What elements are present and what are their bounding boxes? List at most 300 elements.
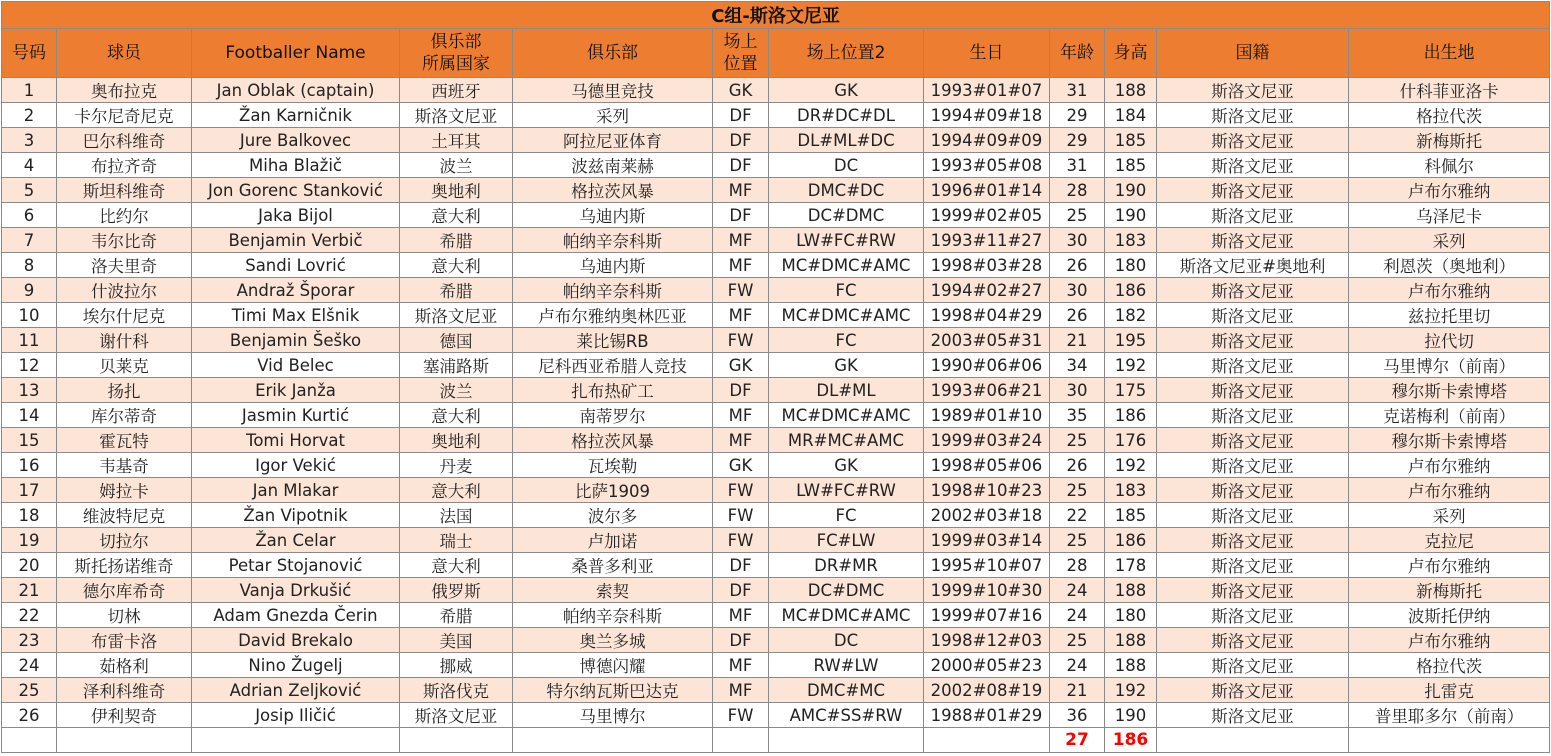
cell-player-cn[interactable]: 埃尔什尼克 (57, 303, 192, 328)
cell-player-cn[interactable]: 比约尔 (57, 203, 192, 228)
cell-nationality[interactable]: 斯洛文尼亚 (1157, 603, 1349, 628)
cell-player-cn[interactable]: 伊利契奇 (57, 703, 192, 728)
cell-age[interactable]: 35 (1050, 403, 1105, 428)
cell-nationality[interactable]: 斯洛文尼亚 (1157, 203, 1349, 228)
cell-height[interactable]: 188 (1105, 653, 1157, 678)
cell-club-country[interactable]: 希腊 (400, 278, 513, 303)
cell-player-cn[interactable]: 维波特尼克 (57, 503, 192, 528)
cell-height[interactable]: 176 (1105, 428, 1157, 453)
cell-club[interactable]: 索契 (513, 578, 713, 603)
cell-height[interactable]: 186 (1105, 403, 1157, 428)
cell-position[interactable]: GK (713, 453, 769, 478)
cell-footballer-name[interactable]: Jan Mlakar (192, 478, 400, 503)
cell-age[interactable]: 29 (1050, 103, 1105, 128)
cell-birthday[interactable]: 1999#02#05 (924, 203, 1050, 228)
cell-birthday[interactable]: 2002#03#18 (924, 503, 1050, 528)
cell-age[interactable]: 26 (1050, 303, 1105, 328)
cell-nationality[interactable]: 斯洛文尼亚#奥地利 (1157, 253, 1349, 278)
cell-club-country[interactable]: 希腊 (400, 228, 513, 253)
cell-number[interactable]: 6 (2, 203, 57, 228)
cell-birthplace[interactable]: 采列 (1349, 503, 1550, 528)
cell-position2[interactable]: MR#MC#AMC (769, 428, 924, 453)
cell-number[interactable]: 9 (2, 278, 57, 303)
cell-nationality[interactable]: 斯洛文尼亚 (1157, 278, 1349, 303)
cell-footballer-name[interactable]: Vid Belec (192, 353, 400, 378)
cell-footballer-name[interactable]: David Brekalo (192, 628, 400, 653)
cell-position[interactable]: FW (713, 278, 769, 303)
cell-birthplace[interactable]: 卢布尔雅纳 (1349, 478, 1550, 503)
cell-age[interactable]: 24 (1050, 603, 1105, 628)
cell-height[interactable]: 180 (1105, 603, 1157, 628)
cell-player-cn[interactable]: 巴尔科维奇 (57, 128, 192, 153)
cell-birthday[interactable]: 1993#06#21 (924, 378, 1050, 403)
cell-number[interactable]: 7 (2, 228, 57, 253)
cell-club-country[interactable]: 斯洛文尼亚 (400, 703, 513, 728)
cell-club[interactable]: 莱比锡RB (513, 328, 713, 353)
cell-number[interactable]: 12 (2, 353, 57, 378)
cell-height[interactable]: 186 (1105, 278, 1157, 303)
cell-position2[interactable]: DR#DC#DL (769, 103, 924, 128)
cell-birthday[interactable]: 1998#03#28 (924, 253, 1050, 278)
cell-birthplace[interactable]: 格拉代茨 (1349, 653, 1550, 678)
cell-birthplace[interactable]: 克诺梅利（前南） (1349, 403, 1550, 428)
cell-player-cn[interactable]: 姆拉卡 (57, 478, 192, 503)
cell-number[interactable]: 10 (2, 303, 57, 328)
cell-number[interactable]: 22 (2, 603, 57, 628)
cell-birthplace[interactable]: 卢布尔雅纳 (1349, 553, 1550, 578)
cell-age[interactable]: 34 (1050, 353, 1105, 378)
cell-position[interactable]: DF (713, 153, 769, 178)
cell-position[interactable]: MF (713, 403, 769, 428)
col-header-height[interactable]: 身高 (1105, 29, 1157, 78)
cell-number[interactable]: 21 (2, 578, 57, 603)
cell-number[interactable]: 8 (2, 253, 57, 278)
cell-club[interactable]: 尼科西亚希腊人竞技 (513, 353, 713, 378)
cell-club[interactable]: 采列 (513, 103, 713, 128)
col-header-nationality[interactable]: 国籍 (1157, 29, 1349, 78)
cell-age[interactable]: 30 (1050, 378, 1105, 403)
cell-position[interactable]: MF (713, 303, 769, 328)
cell-position2[interactable]: DMC#DC (769, 178, 924, 203)
cell-footballer-name[interactable]: Jan Oblak (captain) (192, 78, 400, 103)
col-header-birthplace[interactable]: 出生地 (1349, 29, 1550, 78)
cell-height[interactable]: 195 (1105, 328, 1157, 353)
cell-birthday[interactable]: 1994#09#09 (924, 128, 1050, 153)
cell-height[interactable]: 192 (1105, 453, 1157, 478)
cell-height[interactable]: 178 (1105, 553, 1157, 578)
cell-birthday[interactable]: 1989#01#10 (924, 403, 1050, 428)
cell-height[interactable]: 185 (1105, 153, 1157, 178)
cell-height[interactable]: 192 (1105, 678, 1157, 703)
cell-nationality[interactable]: 斯洛文尼亚 (1157, 153, 1349, 178)
cell-birthday[interactable]: 1996#01#14 (924, 178, 1050, 203)
cell-birthday[interactable]: 1994#09#18 (924, 103, 1050, 128)
cell-height[interactable]: 188 (1105, 578, 1157, 603)
cell-position2[interactable]: DC (769, 628, 924, 653)
cell-position2[interactable]: RW#LW (769, 653, 924, 678)
empty-cell[interactable] (57, 728, 192, 753)
cell-club[interactable]: 卢加诺 (513, 528, 713, 553)
empty-cell[interactable] (192, 728, 400, 753)
cell-position[interactable]: DF (713, 578, 769, 603)
empty-cell[interactable] (2, 728, 57, 753)
cell-position2[interactable]: MC#DMC#AMC (769, 303, 924, 328)
cell-age[interactable]: 25 (1050, 628, 1105, 653)
cell-footballer-name[interactable]: Erik Janža (192, 378, 400, 403)
cell-nationality[interactable]: 斯洛文尼亚 (1157, 678, 1349, 703)
cell-player-cn[interactable]: 布拉齐奇 (57, 153, 192, 178)
cell-birthplace[interactable]: 新梅斯托 (1349, 128, 1550, 153)
cell-club[interactable]: 波兹南莱赫 (513, 153, 713, 178)
empty-cell[interactable] (400, 728, 513, 753)
cell-position2[interactable]: LW#FC#RW (769, 478, 924, 503)
cell-club[interactable]: 南蒂罗尔 (513, 403, 713, 428)
cell-number[interactable]: 18 (2, 503, 57, 528)
cell-height[interactable]: 175 (1105, 378, 1157, 403)
cell-player-cn[interactable]: 切林 (57, 603, 192, 628)
cell-height[interactable]: 186 (1105, 528, 1157, 553)
cell-club-country[interactable]: 挪威 (400, 653, 513, 678)
cell-footballer-name[interactable]: Jasmin Kurtić (192, 403, 400, 428)
cell-footballer-name[interactable]: Josip Iličić (192, 703, 400, 728)
cell-height[interactable]: 183 (1105, 478, 1157, 503)
cell-age[interactable]: 30 (1050, 278, 1105, 303)
cell-position[interactable]: MF (713, 228, 769, 253)
cell-position2[interactable]: DMC#MC (769, 678, 924, 703)
cell-age[interactable]: 25 (1050, 528, 1105, 553)
cell-birthday[interactable]: 1993#05#08 (924, 153, 1050, 178)
cell-player-cn[interactable]: 贝莱克 (57, 353, 192, 378)
col-header-birthday[interactable]: 生日 (924, 29, 1050, 78)
cell-position2[interactable]: DL#ML#DC (769, 128, 924, 153)
col-header-position[interactable]: 场上 位置 (713, 29, 769, 78)
col-header-number[interactable]: 号码 (2, 29, 57, 78)
cell-birthday[interactable]: 1998#12#03 (924, 628, 1050, 653)
cell-birthplace[interactable]: 格拉代茨 (1349, 103, 1550, 128)
cell-position[interactable]: MF (713, 603, 769, 628)
cell-club[interactable]: 帕纳辛奈科斯 (513, 228, 713, 253)
cell-footballer-name[interactable]: Petar Stojanović (192, 553, 400, 578)
cell-club-country[interactable]: 塞浦路斯 (400, 353, 513, 378)
cell-number[interactable]: 16 (2, 453, 57, 478)
cell-number[interactable]: 3 (2, 128, 57, 153)
cell-club-country[interactable]: 意大利 (400, 203, 513, 228)
cell-position[interactable]: DF (713, 378, 769, 403)
cell-position[interactable]: DF (713, 103, 769, 128)
cell-nationality[interactable]: 斯洛文尼亚 (1157, 228, 1349, 253)
cell-height[interactable]: 190 (1105, 178, 1157, 203)
cell-birthplace[interactable]: 什科菲亚洛卡 (1349, 78, 1550, 103)
cell-position[interactable]: DF (713, 553, 769, 578)
cell-birthplace[interactable]: 卢布尔雅纳 (1349, 278, 1550, 303)
cell-position[interactable]: FW (713, 328, 769, 353)
cell-position2[interactable]: FC (769, 278, 924, 303)
cell-club-country[interactable]: 意大利 (400, 253, 513, 278)
cell-position[interactable]: MF (713, 428, 769, 453)
cell-number[interactable]: 2 (2, 103, 57, 128)
cell-height[interactable]: 190 (1105, 703, 1157, 728)
cell-age[interactable]: 25 (1050, 428, 1105, 453)
cell-club-country[interactable]: 意大利 (400, 478, 513, 503)
cell-club[interactable]: 比萨1909 (513, 478, 713, 503)
cell-player-cn[interactable]: 霍瓦特 (57, 428, 192, 453)
cell-footballer-name[interactable]: Žan Celar (192, 528, 400, 553)
cell-club-country[interactable]: 丹麦 (400, 453, 513, 478)
cell-position2[interactable]: GK (769, 453, 924, 478)
cell-footballer-name[interactable]: Tomi Horvat (192, 428, 400, 453)
cell-height[interactable]: 192 (1105, 353, 1157, 378)
cell-height[interactable]: 180 (1105, 253, 1157, 278)
cell-birthday[interactable]: 1999#10#30 (924, 578, 1050, 603)
cell-position[interactable]: MF (713, 678, 769, 703)
cell-number[interactable]: 5 (2, 178, 57, 203)
cell-player-cn[interactable]: 布雷卡洛 (57, 628, 192, 653)
cell-age[interactable]: 26 (1050, 253, 1105, 278)
cell-number[interactable]: 17 (2, 478, 57, 503)
cell-position[interactable]: FW (713, 503, 769, 528)
cell-player-cn[interactable]: 泽利科维奇 (57, 678, 192, 703)
empty-cell[interactable] (713, 728, 769, 753)
cell-birthday[interactable]: 1999#03#24 (924, 428, 1050, 453)
cell-number[interactable]: 11 (2, 328, 57, 353)
cell-position[interactable]: DF (713, 203, 769, 228)
cell-club[interactable]: 乌迪内斯 (513, 203, 713, 228)
cell-birthday[interactable]: 1995#10#07 (924, 553, 1050, 578)
cell-birthplace[interactable]: 采列 (1349, 228, 1550, 253)
cell-number[interactable]: 26 (2, 703, 57, 728)
col-header-position2[interactable]: 场上位置2 (769, 29, 924, 78)
cell-age[interactable]: 21 (1050, 328, 1105, 353)
cell-height[interactable]: 184 (1105, 103, 1157, 128)
cell-club-country[interactable]: 意大利 (400, 553, 513, 578)
cell-position[interactable]: MF (713, 253, 769, 278)
cell-nationality[interactable]: 斯洛文尼亚 (1157, 528, 1349, 553)
cell-club[interactable]: 帕纳辛奈科斯 (513, 603, 713, 628)
cell-club-country[interactable]: 斯洛文尼亚 (400, 103, 513, 128)
cell-player-cn[interactable]: 谢什科 (57, 328, 192, 353)
cell-age[interactable]: 21 (1050, 678, 1105, 703)
cell-player-cn[interactable]: 卡尔尼奇尼克 (57, 103, 192, 128)
cell-position2[interactable]: MC#DMC#AMC (769, 603, 924, 628)
cell-club[interactable]: 阿拉尼亚体育 (513, 128, 713, 153)
cell-height[interactable]: 185 (1105, 128, 1157, 153)
cell-club[interactable]: 帕纳辛奈科斯 (513, 278, 713, 303)
cell-birthplace[interactable]: 拉代切 (1349, 328, 1550, 353)
cell-age[interactable]: 25 (1050, 478, 1105, 503)
cell-position[interactable]: MF (713, 178, 769, 203)
cell-club[interactable]: 扎布热矿工 (513, 378, 713, 403)
cell-age[interactable]: 28 (1050, 553, 1105, 578)
cell-footballer-name[interactable]: Benjamin Šeško (192, 328, 400, 353)
cell-footballer-name[interactable]: Jon Gorenc Stanković (192, 178, 400, 203)
cell-club[interactable]: 奥兰多城 (513, 628, 713, 653)
cell-number[interactable]: 15 (2, 428, 57, 453)
cell-nationality[interactable]: 斯洛文尼亚 (1157, 178, 1349, 203)
cell-birthplace[interactable]: 马里博尔（前南） (1349, 353, 1550, 378)
cell-birthplace[interactable]: 新梅斯托 (1349, 578, 1550, 603)
cell-position2[interactable]: DR#MR (769, 553, 924, 578)
cell-birthplace[interactable]: 波斯托伊纳 (1349, 603, 1550, 628)
cell-footballer-name[interactable]: Žan Karničnik (192, 103, 400, 128)
cell-birthplace[interactable]: 科佩尔 (1349, 153, 1550, 178)
cell-birthday[interactable]: 1998#10#23 (924, 478, 1050, 503)
cell-footballer-name[interactable]: Miha Blažič (192, 153, 400, 178)
cell-club-country[interactable]: 美国 (400, 628, 513, 653)
cell-height[interactable]: 183 (1105, 228, 1157, 253)
col-header-player-cn[interactable]: 球员 (57, 29, 192, 78)
cell-nationality[interactable]: 斯洛文尼亚 (1157, 553, 1349, 578)
cell-nationality[interactable]: 斯洛文尼亚 (1157, 128, 1349, 153)
cell-nationality[interactable]: 斯洛文尼亚 (1157, 328, 1349, 353)
cell-player-cn[interactable]: 洛夫里奇 (57, 253, 192, 278)
cell-nationality[interactable]: 斯洛文尼亚 (1157, 103, 1349, 128)
cell-birthday[interactable]: 1998#05#06 (924, 453, 1050, 478)
cell-height[interactable]: 188 (1105, 78, 1157, 103)
cell-nationality[interactable]: 斯洛文尼亚 (1157, 403, 1349, 428)
cell-birthplace[interactable]: 穆尔斯卡索博塔 (1349, 378, 1550, 403)
cell-position2[interactable]: AMC#SS#RW (769, 703, 924, 728)
cell-club[interactable]: 桑普多利亚 (513, 553, 713, 578)
cell-player-cn[interactable]: 扬扎 (57, 378, 192, 403)
cell-club-country[interactable]: 奥地利 (400, 428, 513, 453)
empty-cell[interactable] (1349, 728, 1550, 753)
cell-birthday[interactable]: 1993#11#27 (924, 228, 1050, 253)
cell-footballer-name[interactable]: Vanja Drkušić (192, 578, 400, 603)
cell-nationality[interactable]: 斯洛文尼亚 (1157, 503, 1349, 528)
cell-nationality[interactable]: 斯洛文尼亚 (1157, 78, 1349, 103)
cell-nationality[interactable]: 斯洛文尼亚 (1157, 653, 1349, 678)
cell-player-cn[interactable]: 斯托扬诺维奇 (57, 553, 192, 578)
cell-age[interactable]: 29 (1050, 128, 1105, 153)
cell-footballer-name[interactable]: Jure Balkovec (192, 128, 400, 153)
cell-club-country[interactable]: 法国 (400, 503, 513, 528)
sheet-title[interactable]: C组-斯洛文尼亚 (2, 2, 1550, 29)
cell-position2[interactable]: FC (769, 328, 924, 353)
cell-birthday[interactable]: 1999#03#14 (924, 528, 1050, 553)
cell-nationality[interactable]: 斯洛文尼亚 (1157, 628, 1349, 653)
cell-number[interactable]: 24 (2, 653, 57, 678)
cell-birthday[interactable]: 1994#02#27 (924, 278, 1050, 303)
cell-birthplace[interactable]: 扎雷克 (1349, 678, 1550, 703)
cell-number[interactable]: 4 (2, 153, 57, 178)
cell-club[interactable]: 波尔多 (513, 503, 713, 528)
cell-birthplace[interactable]: 穆尔斯卡索博塔 (1349, 428, 1550, 453)
cell-nationality[interactable]: 斯洛文尼亚 (1157, 353, 1349, 378)
cell-footballer-name[interactable]: Igor Vekić (192, 453, 400, 478)
empty-cell[interactable] (924, 728, 1050, 753)
cell-birthplace[interactable]: 卢布尔雅纳 (1349, 628, 1550, 653)
cell-club-country[interactable]: 波兰 (400, 153, 513, 178)
cell-footballer-name[interactable]: Adrian Zeljković (192, 678, 400, 703)
cell-birthday[interactable]: 1993#01#07 (924, 78, 1050, 103)
empty-cell[interactable] (513, 728, 713, 753)
cell-position2[interactable]: GK (769, 78, 924, 103)
cell-player-cn[interactable]: 斯坦科维奇 (57, 178, 192, 203)
cell-position[interactable]: GK (713, 353, 769, 378)
cell-age[interactable]: 28 (1050, 178, 1105, 203)
cell-position[interactable]: FW (713, 703, 769, 728)
cell-age[interactable]: 31 (1050, 153, 1105, 178)
cell-age[interactable]: 30 (1050, 228, 1105, 253)
cell-club[interactable]: 马德里竞技 (513, 78, 713, 103)
cell-footballer-name[interactable]: Žan Vipotnik (192, 503, 400, 528)
cell-birthday[interactable]: 1988#01#29 (924, 703, 1050, 728)
cell-age[interactable]: 24 (1050, 653, 1105, 678)
cell-player-cn[interactable]: 韦基奇 (57, 453, 192, 478)
cell-height[interactable]: 190 (1105, 203, 1157, 228)
empty-cell[interactable] (769, 728, 924, 753)
cell-club[interactable]: 马里博尔 (513, 703, 713, 728)
cell-nationality[interactable]: 斯洛文尼亚 (1157, 478, 1349, 503)
cell-club-country[interactable]: 德国 (400, 328, 513, 353)
cell-footballer-name[interactable]: Andraž Šporar (192, 278, 400, 303)
col-header-age[interactable]: 年龄 (1050, 29, 1105, 78)
cell-footballer-name[interactable]: Nino Žugelj (192, 653, 400, 678)
cell-nationality[interactable]: 斯洛文尼亚 (1157, 453, 1349, 478)
col-header-club[interactable]: 俱乐部 (513, 29, 713, 78)
cell-age[interactable]: 22 (1050, 503, 1105, 528)
cell-position2[interactable]: DL#ML (769, 378, 924, 403)
cell-position2[interactable]: FC#LW (769, 528, 924, 553)
cell-nationality[interactable]: 斯洛文尼亚 (1157, 703, 1349, 728)
cell-number[interactable]: 19 (2, 528, 57, 553)
cell-birthday[interactable]: 1999#07#16 (924, 603, 1050, 628)
cell-club[interactable]: 卢布尔雅纳奥林匹亚 (513, 303, 713, 328)
cell-club-country[interactable]: 希腊 (400, 603, 513, 628)
cell-number[interactable]: 1 (2, 78, 57, 103)
cell-nationality[interactable]: 斯洛文尼亚 (1157, 303, 1349, 328)
cell-position[interactable]: GK (713, 78, 769, 103)
cell-number[interactable]: 25 (2, 678, 57, 703)
cell-player-cn[interactable]: 什波拉尔 (57, 278, 192, 303)
cell-club[interactable]: 格拉茨风暴 (513, 428, 713, 453)
cell-position[interactable]: FW (713, 478, 769, 503)
cell-position[interactable]: DF (713, 128, 769, 153)
cell-number[interactable]: 13 (2, 378, 57, 403)
cell-footballer-name[interactable]: Jaka Bijol (192, 203, 400, 228)
cell-position2[interactable]: LW#FC#RW (769, 228, 924, 253)
cell-birthday[interactable]: 1990#06#06 (924, 353, 1050, 378)
cell-position2[interactable]: DC#DMC (769, 203, 924, 228)
cell-birthplace[interactable]: 卢布尔雅纳 (1349, 453, 1550, 478)
cell-birthplace[interactable]: 兹拉托里切 (1349, 303, 1550, 328)
cell-club-country[interactable]: 西班牙 (400, 78, 513, 103)
cell-position2[interactable]: MC#DMC#AMC (769, 253, 924, 278)
cell-birthday[interactable]: 2000#05#23 (924, 653, 1050, 678)
cell-height[interactable]: 188 (1105, 628, 1157, 653)
cell-player-cn[interactable]: 切拉尔 (57, 528, 192, 553)
cell-nationality[interactable]: 斯洛文尼亚 (1157, 578, 1349, 603)
cell-age[interactable]: 25 (1050, 203, 1105, 228)
cell-age[interactable]: 24 (1050, 578, 1105, 603)
cell-number[interactable]: 14 (2, 403, 57, 428)
cell-birthday[interactable]: 2003#05#31 (924, 328, 1050, 353)
cell-age[interactable]: 36 (1050, 703, 1105, 728)
cell-club-country[interactable]: 瑞士 (400, 528, 513, 553)
col-header-footballer-name[interactable]: Footballer Name (192, 29, 400, 78)
cell-player-cn[interactable]: 德尔库希奇 (57, 578, 192, 603)
cell-club-country[interactable]: 意大利 (400, 403, 513, 428)
empty-cell[interactable] (1157, 728, 1349, 753)
summary-height[interactable]: 186 (1105, 728, 1157, 753)
cell-birthplace[interactable]: 利恩茨（奥地利） (1349, 253, 1550, 278)
col-header-club-country[interactable]: 俱乐部 所属国家 (400, 29, 513, 78)
cell-position[interactable]: DF (713, 628, 769, 653)
cell-footballer-name[interactable]: Adam Gnezda Čerin (192, 603, 400, 628)
cell-club[interactable]: 乌迪内斯 (513, 253, 713, 278)
cell-player-cn[interactable]: 奥布拉克 (57, 78, 192, 103)
cell-club-country[interactable]: 波兰 (400, 378, 513, 403)
